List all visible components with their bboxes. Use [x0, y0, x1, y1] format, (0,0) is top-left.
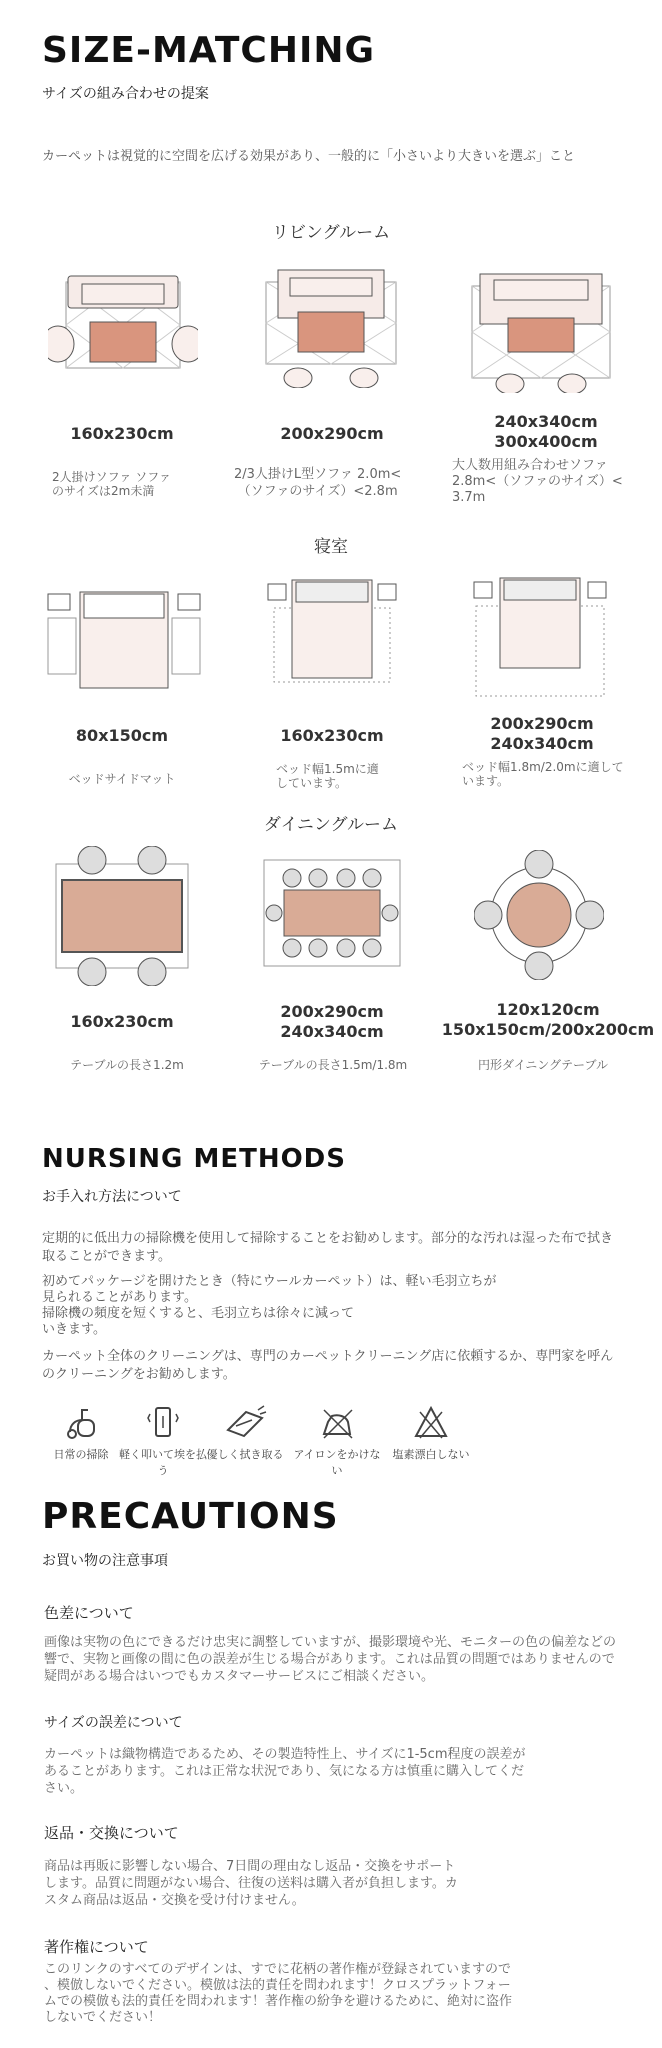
bedroom-desc-3: ベッド幅1.8m/2.0mに適して います。: [462, 760, 624, 788]
living-room-diagram-2: [256, 268, 406, 388]
precaution-text-return: 商品は再販に影響しない場合、7日間の理由なし返品・交換をサポート します。品質に問題がない場合、往復の送料は購入者が負担します。カ スタム商品は返品・交換を受け付けません。: [44, 1859, 458, 1908]
precaution-text-color: 画像は実物の色にできるだけ忠実に調整していますが、撮影環境や光、モニターの色の偏差などの 響で、実物と画像の間に色の誤差が生じる場合があります。これは品質の問題ではありませんので 疑問がある場合はいつでもカスタマーサービスにご相談ください。: [44, 1635, 617, 1684]
nursing-subtitle: お手入れ方法について: [42, 1189, 182, 1205]
dining-diagram-1: [52, 846, 192, 986]
care-item-vacuum: [36, 1404, 126, 1462]
dining-desc-2: テーブルの長さ1.5m/1.8m: [258, 1058, 408, 1072]
bedroom-diagram-3: [470, 576, 610, 700]
living-room-diagram-1: [48, 272, 198, 382]
care-label-vacuum: 日常の掃除: [53, 1448, 109, 1461]
bedroom-item-2: [252, 726, 412, 746]
no-iron-icon: [318, 1404, 356, 1442]
size-matching-title: SIZE-MATCHING: [42, 30, 376, 71]
precaution-title-size: サイズの誤差について: [44, 1715, 183, 1731]
care-label-no-bleach: 塩素漂白しない: [392, 1448, 470, 1461]
living-desc-2: 2/3人掛けL型ソファ 2.0m< （ソファのサイズ）<2.8m: [234, 467, 402, 499]
bedroom-diagram-1: [44, 590, 204, 690]
dining-item-1: [42, 1012, 202, 1032]
living-size-2: 200x290cm: [280, 424, 384, 443]
care-label-no-iron: アイロンをかけない: [293, 1448, 381, 1477]
precaution-title-copyright: 著作権について: [44, 1938, 149, 1956]
care-item-tap: [118, 1404, 208, 1478]
dining-size-1: 160x230cm: [70, 1012, 174, 1031]
bedroom-size-2: 160x230cm: [280, 726, 384, 745]
living-item-1: [42, 424, 202, 444]
precaution-text-copyright: このリンクのすべてのデザインは、すでに花柄の著作権が登録されていますので 、模倣しないでください。模倣は法的責任を問われます！クロスプラットフォー ムでの模倣も法的責任を問われます！著作権の紛争を避けるために、絶対に盗作 しないでください！: [44, 1962, 513, 2025]
bedroom-size-1: 80x150cm: [75, 726, 169, 745]
dining-diagram-2: [262, 858, 402, 968]
nursing-title: NURSING METHODS: [42, 1144, 346, 1174]
precaution-title-return: 返品・交換について: [44, 1824, 179, 1842]
living-item-3: [466, 412, 626, 452]
size-matching-subtitle: サイズの組み合わせの提案: [42, 86, 209, 102]
living-room-diagram-3: [466, 268, 616, 393]
bedroom-item-3: [462, 714, 622, 754]
living-item-2: [252, 424, 412, 444]
precautions-title: PRECAUTIONS: [42, 1496, 339, 1537]
living-size-1: 160x230cm: [70, 424, 174, 443]
size-matching-intro: カーペットは視覚的に空間を広げる効果があり、一般的に「小さいより大きいを選ぶ」こと: [42, 149, 576, 164]
care-item-no-bleach: [386, 1404, 476, 1462]
bedroom-item-1: [42, 726, 202, 746]
dining-size-3: 120x120cm 150x150cm/200x200cm: [441, 1000, 655, 1039]
wipe-icon: [222, 1404, 268, 1442]
tap-rug-icon: [144, 1404, 182, 1442]
living-size-3: 240x340cm 300x400cm: [494, 412, 598, 451]
dining-diagram-3: [474, 850, 604, 980]
bedroom-label: 寝室: [314, 537, 348, 557]
nursing-paragraph-1: 定期的に低出力の掃除機を使用して掃除することをお勧めします。部分的な汚れは湿った布で拭き 取ることができます。: [42, 1231, 613, 1264]
dining-room-label: ダイニングルーム: [263, 815, 399, 835]
precautions-subtitle: お買い物の注意事項: [42, 1553, 168, 1569]
care-item-wipe: [200, 1404, 290, 1462]
dining-size-2: 200x290cm 240x340cm: [280, 1002, 384, 1041]
bedroom-desc-2: ベッド幅1.5mに適 しています。: [276, 762, 379, 790]
vacuum-icon: [62, 1404, 100, 1442]
care-label-wipe: 優しく拭き取る: [206, 1448, 284, 1461]
dining-item-3: [438, 1000, 658, 1040]
dining-desc-3: 円形ダイニングテーブル: [478, 1058, 608, 1072]
bedroom-diagram-2: [262, 578, 402, 688]
living-desc-3: 大人数用組み合わせソファ 2.8m<（ソファのサイズ）< 3.7m: [452, 458, 623, 505]
precaution-text-size: カーペットは織物構造であるため、その製造特性上、サイズに1-5cm程度の誤差が あることがあります。これは正常な状況であり、気になる方は慎重に購入してくだ さい。: [44, 1747, 526, 1796]
nursing-paragraph-3: カーペット全体のクリーニングは、専門のカーペットクリーニング店に依頼するか、専門家を呼ん のクリーニングをお勧めします。: [42, 1349, 614, 1382]
living-room-label: リビングルーム: [271, 223, 391, 243]
care-item-no-iron: [292, 1404, 382, 1478]
nursing-paragraph-2: 初めてパッケージを開けたとき（特にウールカーペット）は、軽い毛羽立ちが 見られることがあります。 掃除機の頻度を短くすると、毛羽立ちは徐々に減って いきます。: [42, 1274, 497, 1337]
dining-desc-1: テーブルの長さ1.2m: [70, 1058, 184, 1072]
precaution-title-color: 色差について: [44, 1604, 134, 1622]
bedroom-desc-1: ベッドサイドマット: [68, 772, 176, 786]
care-label-tap: 軽く叩いて埃を払う: [119, 1448, 207, 1477]
dining-item-2: [252, 1002, 412, 1042]
living-desc-1: 2人掛けソファ ソファ のサイズは2m未満: [52, 470, 171, 498]
bedroom-size-3: 200x290cm 240x340cm: [490, 714, 594, 753]
no-bleach-icon: [412, 1404, 450, 1442]
